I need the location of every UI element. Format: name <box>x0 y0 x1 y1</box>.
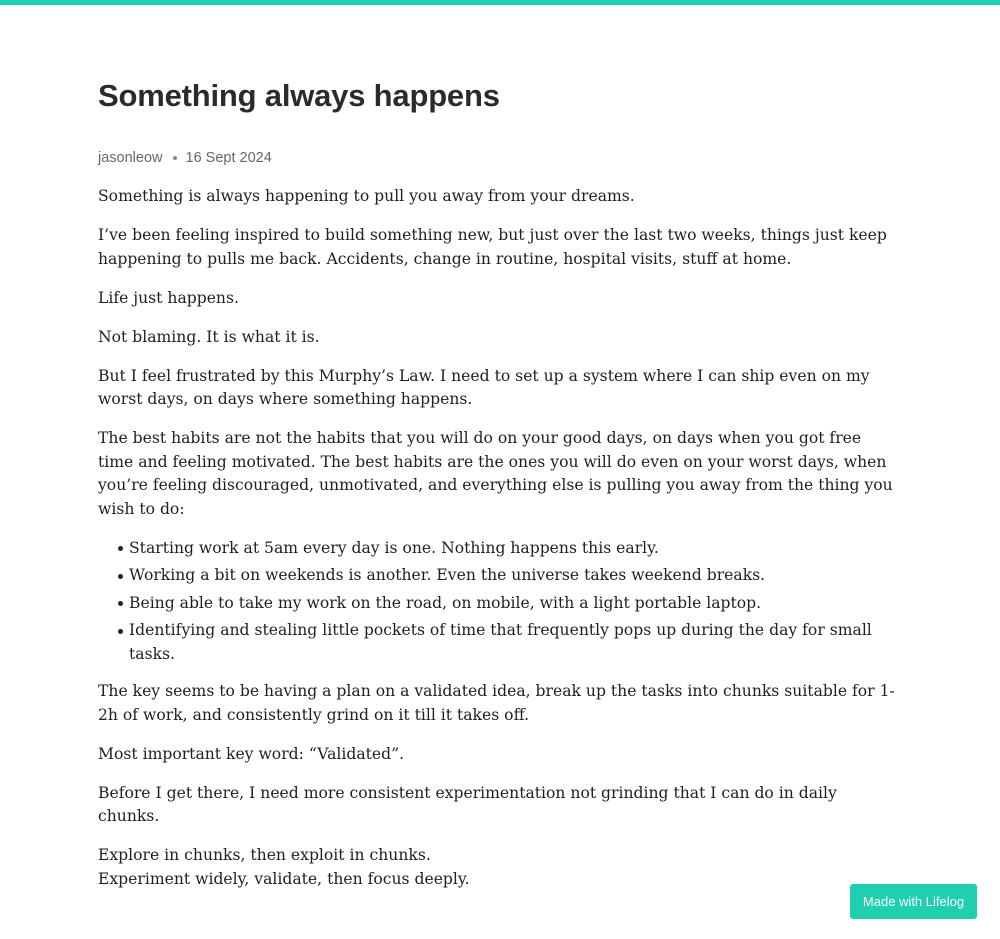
post-meta <box>98 148 898 168</box>
habits-list <box>98 537 898 667</box>
list-item: Working a bit on weekends is another. Even the universe takes weekend breaks. <box>118 564 898 588</box>
top-accent-bar <box>0 0 1000 5</box>
meta-separator-dot <box>173 156 177 160</box>
made-with-lifelog-button[interactable]: Made with Lifelog <box>850 884 977 919</box>
paragraph: Life just happens. <box>98 288 239 307</box>
paragraph: Something is always happening to pull you away from your dreams. <box>98 187 635 205</box>
post-author[interactable]: jasonleow <box>98 150 163 166</box>
list-item: Being able to take my work on the road, on mobile, with a light portable laptop. <box>118 592 898 616</box>
paragraph: The best habits are not the habits that you will do on your good days, on days when you got free time and feeling motivated. The best habits are the ones you will do even on your worst days, when you’re feeling discouraged, unmotivated, and everything else is pulling you away from the thing you wish to do: <box>98 429 893 518</box>
closing-paragraph <box>98 844 898 891</box>
closing-line: Explore in chunks, then exploit in chunks. <box>98 846 431 864</box>
paragraph: I’ve been feeling inspired to build something new, but just over the last two weeks, things just keep happening to pulls me back. Accidents, change in routine, hospital visits, stuff at home. <box>98 226 887 268</box>
paragraph: Most important key word: “Validated”. <box>98 744 405 763</box>
paragraph: Not blaming. It is what it is. <box>98 327 320 346</box>
post-article <box>98 74 898 907</box>
list-item: Identifying and stealing little pockets of time that frequently pops up during the day for small tasks. <box>118 619 898 666</box>
post-date: 16 Sept 2024 <box>185 150 272 166</box>
closing-line: Experiment widely, validate, then focus deeply. <box>98 869 470 888</box>
paragraph: The key seems to be having a plan on a validated idea, break up the tasks into chunks suitable for 1-2h of work, and consistently grind on it till it takes off. <box>98 682 895 724</box>
list-item: Starting work at 5am every day is one. Nothing happens this early. <box>118 537 898 561</box>
post-title: Something always happens <box>98 78 500 113</box>
post-body <box>98 185 898 891</box>
paragraph: Before I get there, I need more consistent experimentation not grinding that I can do in daily chunks. <box>98 783 837 825</box>
paragraph: But I feel frustrated by this Murphy’s Law. I need to set up a system where I can ship even on my worst days, on days where something happens. <box>98 366 870 408</box>
